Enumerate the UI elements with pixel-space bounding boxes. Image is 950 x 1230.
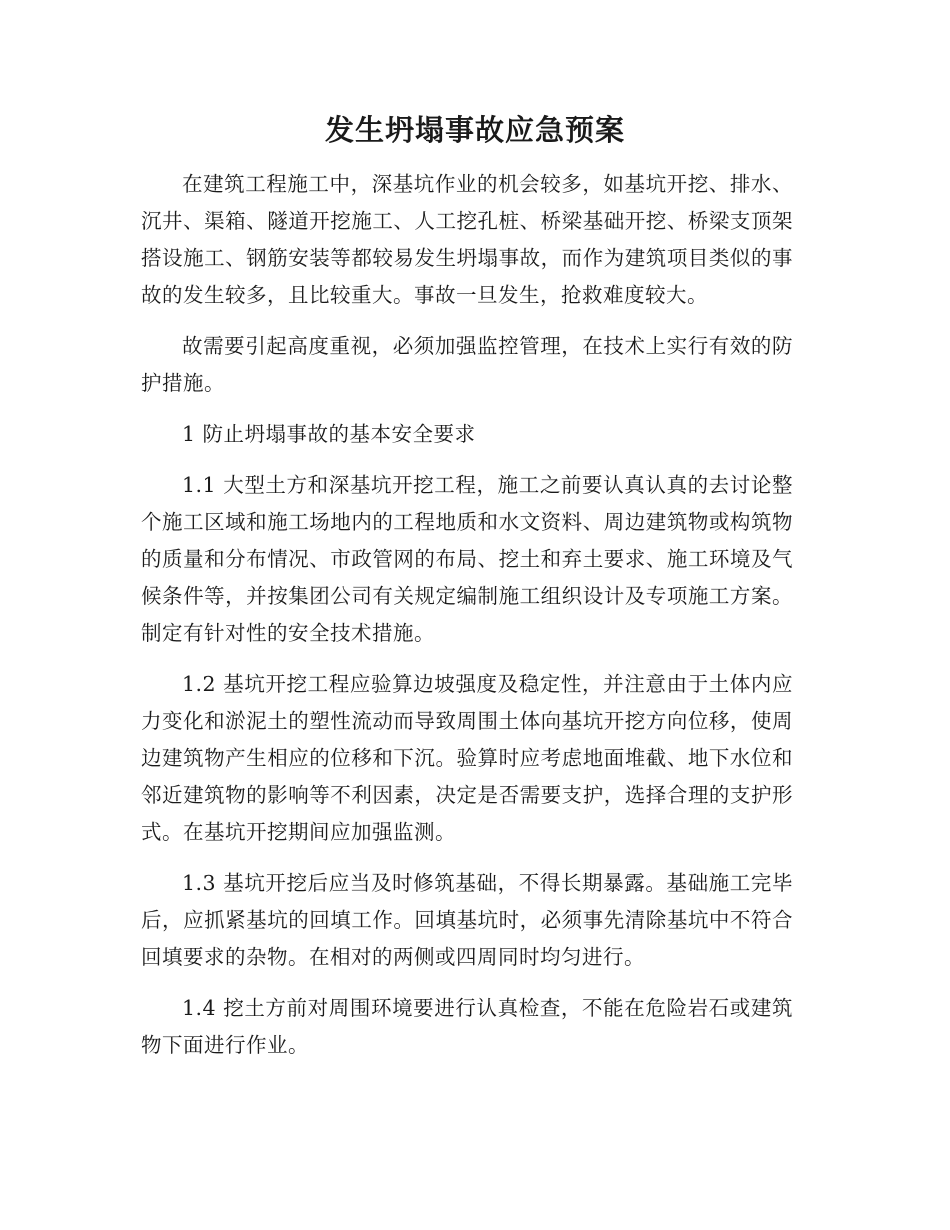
- paragraph-1-4: 1.4 挖土方前对周围环境要进行认真检查，不能在危险岩石或建筑物下面进行作业。: [141, 996, 793, 1057]
- paragraph-intro: 在建筑工程施工中，深基坑作业的机会较多，如基坑开挖、排水、沉井、渠箱、隧道开挖施工、人工挖孔桩、桥梁基础开挖、桥梁支顶架搭设施工、钢筋安装等都较易发生坍塌事故，而作为建筑项目类似的事故的发生较多，且比较重大。事故一旦发生，抢救难度较大。: [141, 172, 793, 307]
- document-body: [141, 166, 793, 1078]
- paragraph-1-3: 1.3 基坑开挖后应当及时修筑基础，不得长期暴露。基础施工完毕后，应抓紧基坑的回填工作。回填基坑时，必须事先清除基坑中不符合回填要求的杂物。在相对的两侧或四周同时均匀进行。: [141, 871, 793, 969]
- document-title: 发生坍塌事故应急预案: [324, 113, 625, 147]
- paragraph-1-1: 1.1 大型土方和深基坑开挖工程，施工之前要认真认真的去讨论整个施工区域和施工场地内的工程地质和水文资料、周边建筑物或构筑物的质量和分布情况、市政管网的布局、挖土和弃土要求、施工环境及气候条件等，并按集团公司有关规定编制施工组织设计及专项施工方案。制定有针对性的安全技术措施。: [141, 473, 793, 645]
- paragraph-1-2: 1.2 基坑开挖工程应验算边坡强度及稳定性，并注意由于土体内应力变化和淤泥土的塑性流动而导致周围土体向基坑开挖方向位移，使周边建筑物产生相应的位移和下沉。验算时应考虑地面堆截、地下水位和邻近建筑物的影响等不利因素，决定是否需要支护，选择合理的支护形式。在基坑开挖期间应加强监测。: [141, 672, 793, 844]
- section-heading-1: 1 防止坍塌事故的基本安全要求: [182, 422, 476, 446]
- paragraph-emphasis: 故需要引起高度重视，必须加强监控管理，在技术上实行有效的防护措施。: [141, 334, 793, 395]
